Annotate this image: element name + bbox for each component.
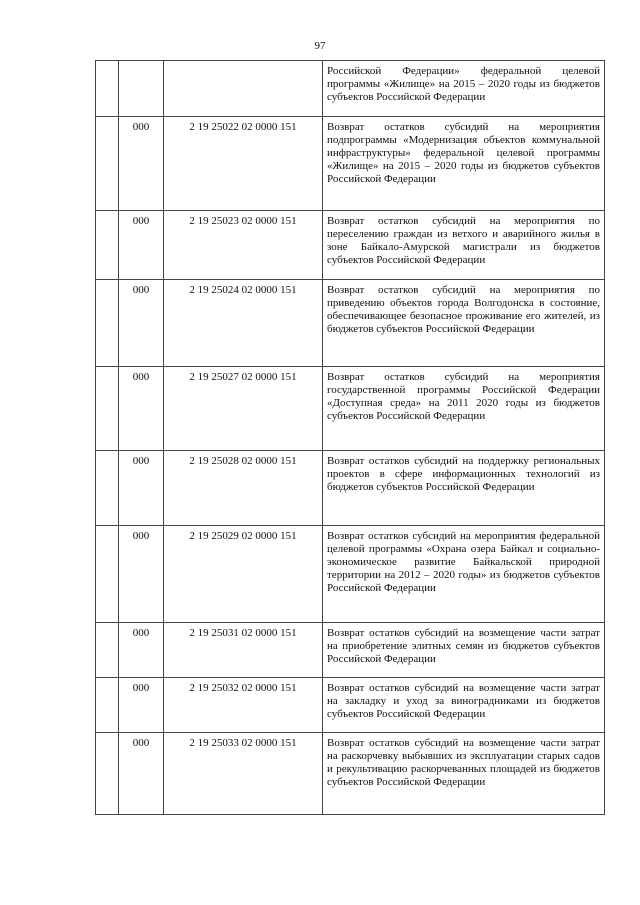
budget-code-cell: 2 19 25033 02 0000 151 [164, 733, 323, 815]
blank-cell [96, 623, 119, 678]
admin-code-cell: 000 [119, 623, 164, 678]
description-cell: Возврат остатков субсидий на мероприятия по переселению граждан из ветхого и аварийного жилья в зоне Байкало-Амурской магистрали из бюджетов субъектов Российской Федерации [323, 211, 605, 280]
admin-code-cell [119, 61, 164, 117]
budget-code-cell: 2 19 25027 02 0000 151 [164, 367, 323, 451]
description-cell: Возврат остатков субсидий на возмещение части затрат на приобретение элитных семян из бюджетов субъектов Российской Федерации [323, 623, 605, 678]
blank-cell [96, 211, 119, 280]
blank-cell [96, 117, 119, 211]
blank-cell [96, 451, 119, 526]
table-row [96, 623, 605, 678]
admin-code-cell: 000 [119, 678, 164, 733]
description-cell: Возврат остатков субсидий на мероприятия государственной программы Российской Федерации «Доступная среда» на 2011 2020 годы из бюджетов субъектов Российской Федерации [323, 367, 605, 451]
table-row [96, 678, 605, 733]
blank-cell [96, 678, 119, 733]
table-row [96, 117, 605, 211]
blank-cell [96, 61, 119, 117]
budget-code-cell: 2 19 25032 02 0000 151 [164, 678, 323, 733]
page-number: 97 [314, 40, 326, 52]
table-row [96, 211, 605, 280]
description-cell: Возврат остатков субсидий на мероприятия по приведению объектов города Волгодонска в состояние, обеспечивающее безопасное проживание его жителей, из бюджетов субъектов Российской Федерации [323, 280, 605, 367]
table-row [96, 526, 605, 623]
admin-code-cell: 000 [119, 451, 164, 526]
blank-cell [96, 280, 119, 367]
table-row [96, 367, 605, 451]
budget-code-cell: 2 19 25022 02 0000 151 [164, 117, 323, 211]
budget-codes-table [95, 60, 605, 815]
table-row [96, 733, 605, 815]
description-cell: Возврат остатков субсидий на мероприятия федеральной целевой программы «Охрана озера Байкал и социально-экономическое развитие Байкальской природной территории на 2012 – 2020 годы» из бюджетов субъектов Российской Федерации [323, 526, 605, 623]
table-row [96, 451, 605, 526]
budget-code-cell: 2 19 25028 02 0000 151 [164, 451, 323, 526]
admin-code-cell: 000 [119, 367, 164, 451]
admin-code-cell: 000 [119, 117, 164, 211]
description-cell: Российской Федерации» федеральной целевой программы «Жилище» на 2015 – 2020 годы из бюджетов субъектов Российской Федерации [323, 61, 605, 117]
description-cell: Возврат остатков субсидий на возмещение части затрат на раскорчевку выбывших из эксплуатации старых садов и рекультивацию раскорчеванных площадей из бюджетов субъектов Российской Федерации [323, 733, 605, 815]
budget-code-cell: 2 19 25023 02 0000 151 [164, 211, 323, 280]
budget-code-cell: 2 19 25024 02 0000 151 [164, 280, 323, 367]
table-row [96, 61, 605, 117]
description-cell: Возврат остатков субсидий на возмещение части затрат на закладку и уход за виноградниками из бюджетов субъектов Российской Федерации [323, 678, 605, 733]
budget-code-cell: 2 19 25029 02 0000 151 [164, 526, 323, 623]
blank-cell [96, 526, 119, 623]
admin-code-cell: 000 [119, 733, 164, 815]
blank-cell [96, 367, 119, 451]
table-row [96, 280, 605, 367]
description-cell: Возврат остатков субсидий на мероприятия подпрограммы «Модернизация объектов коммунальной инфраструктуры» федеральной целевой программы «Жилище» на 2015 – 2020 годы из бюджетов субъектов Российской Федерации [323, 117, 605, 211]
budget-code-cell: 2 19 25031 02 0000 151 [164, 623, 323, 678]
description-cell: Возврат остатков субсидий на поддержку региональных проектов в сфере информационных технологий из бюджетов субъектов Российской Федерации [323, 451, 605, 526]
admin-code-cell: 000 [119, 280, 164, 367]
admin-code-cell: 000 [119, 211, 164, 280]
blank-cell [96, 733, 119, 815]
budget-code-cell [164, 61, 323, 117]
admin-code-cell: 000 [119, 526, 164, 623]
